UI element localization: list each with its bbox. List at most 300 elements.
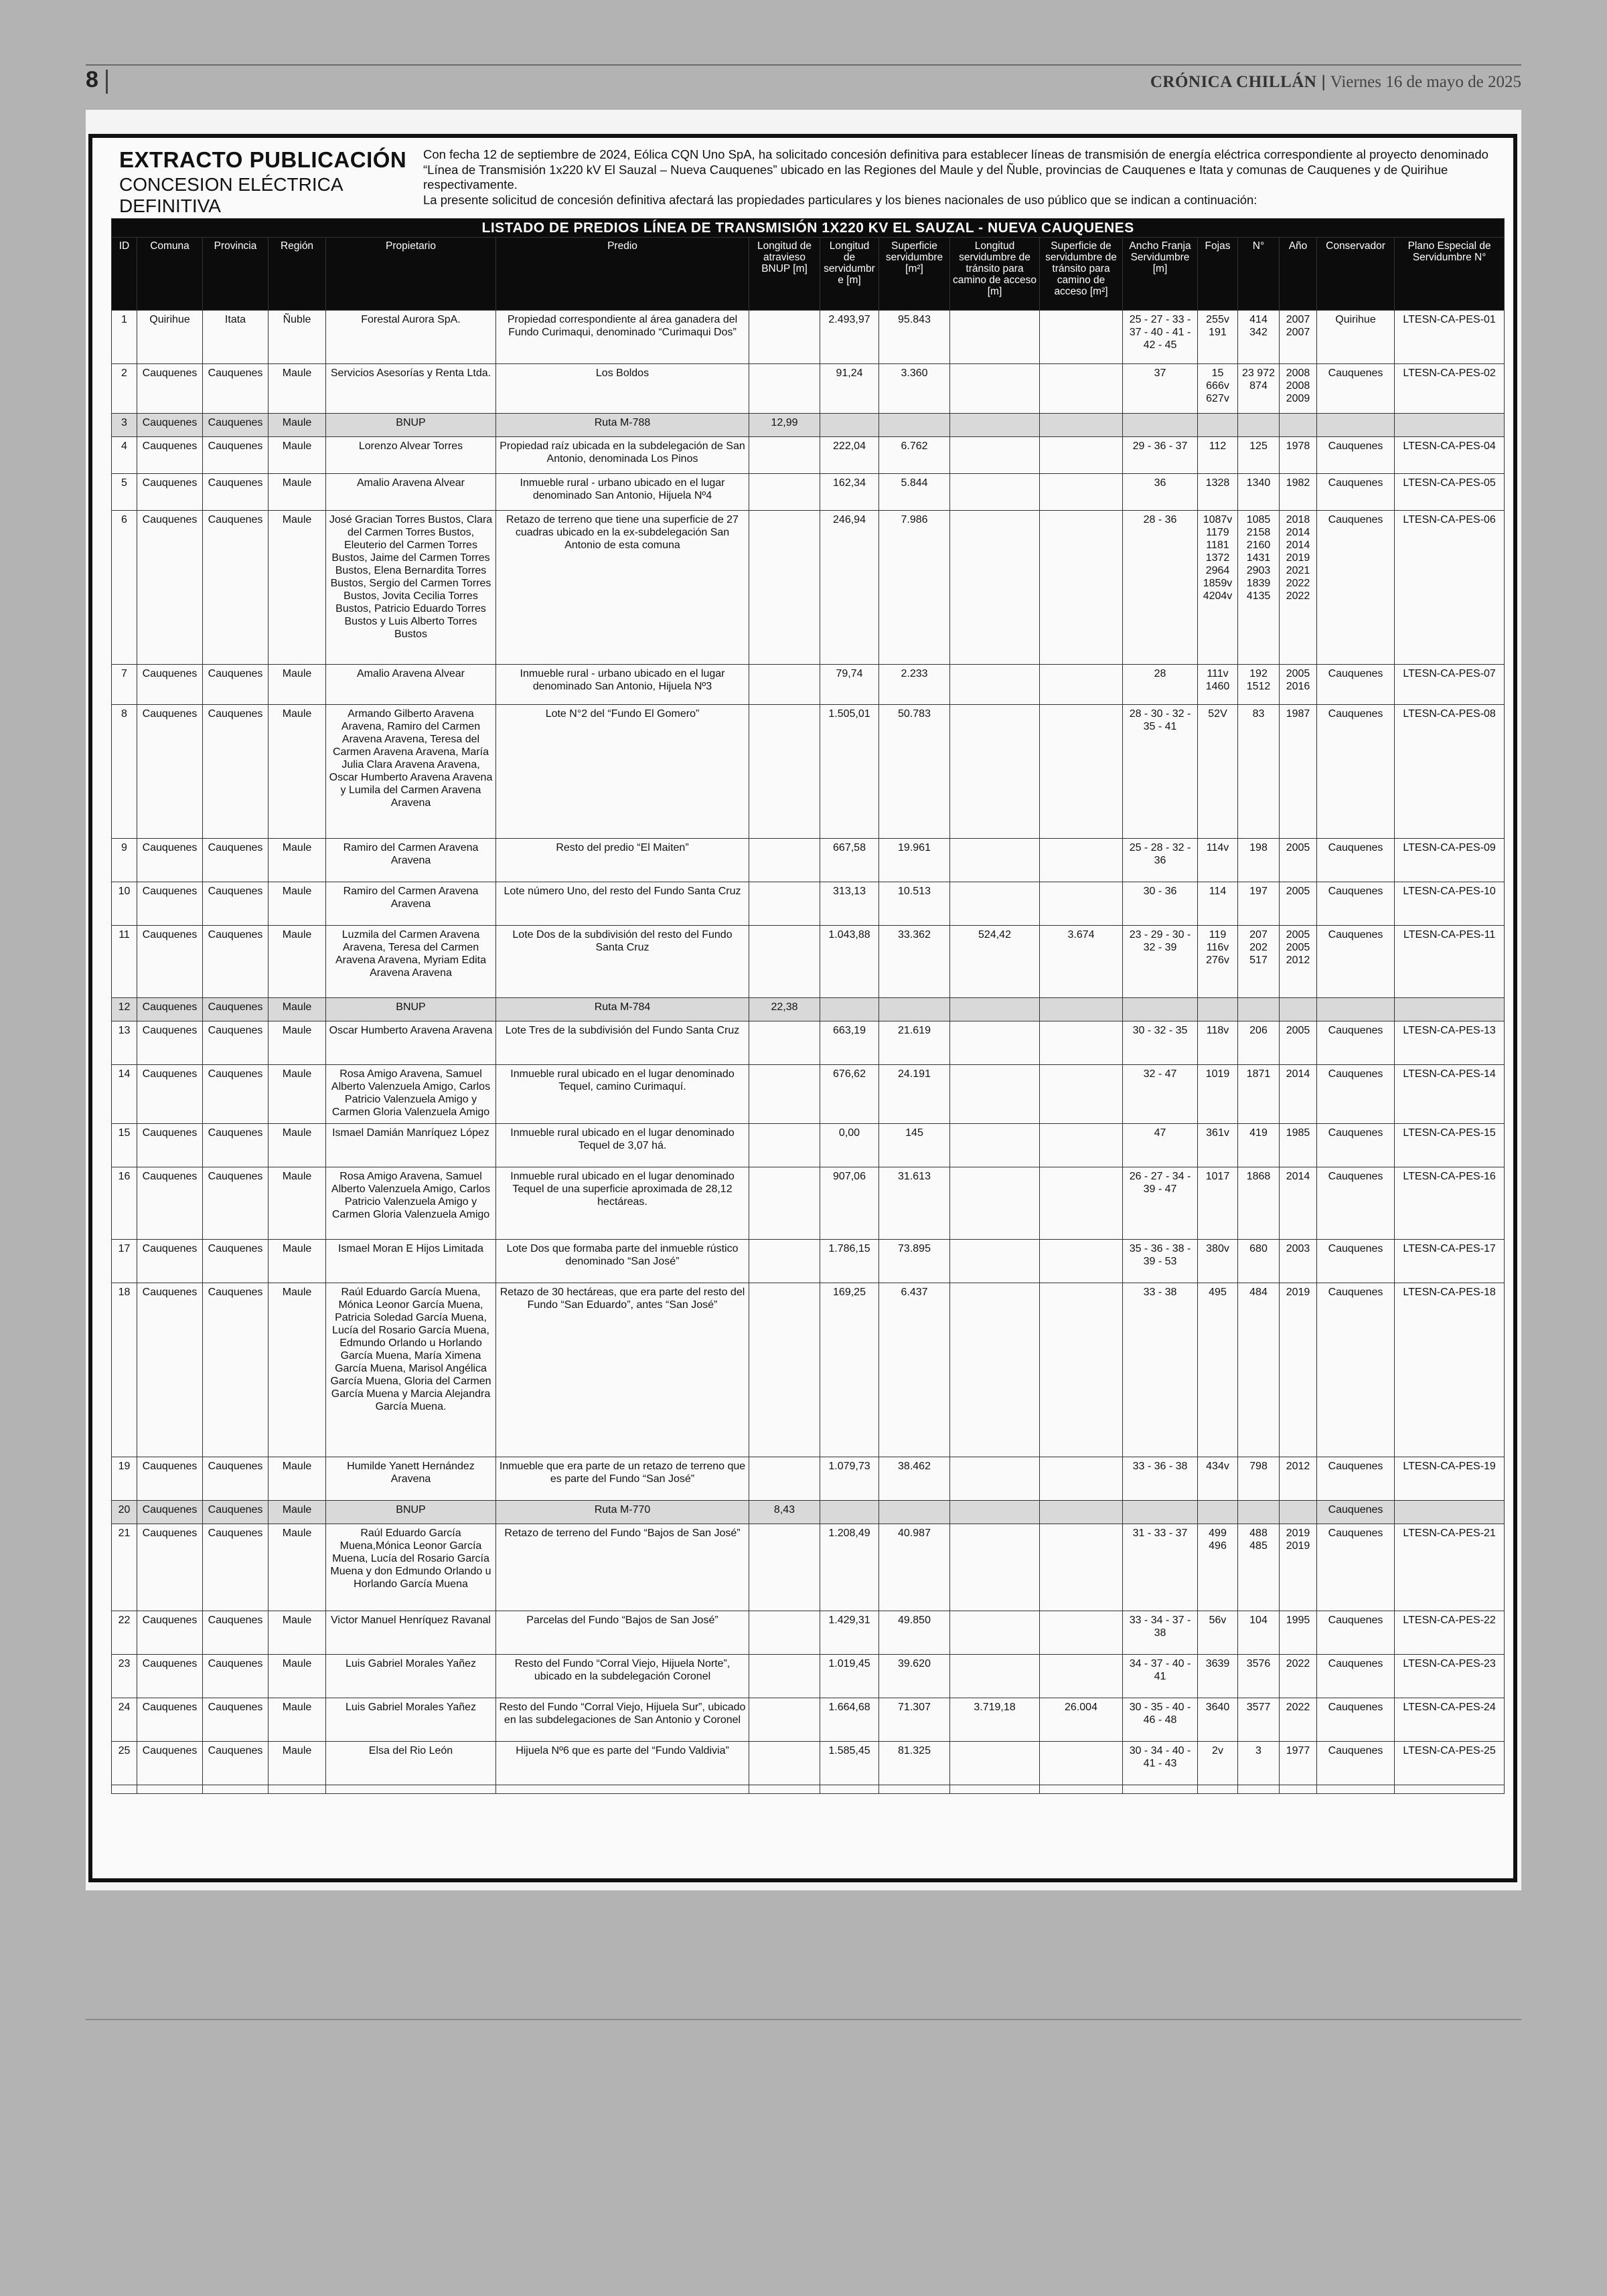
cell-anio: 2003 [1280,1240,1317,1283]
cell-id: 4 [112,437,137,474]
cell-anio: 2014 [1280,1167,1317,1240]
cell-id: 8 [112,705,137,839]
cell-conservador: Quirihue [1317,311,1395,364]
bottom-rule [86,2019,1521,2020]
cell-ancho: 33 - 34 - 37 - 38 [1123,1611,1198,1655]
cell-fojas: 118v [1198,1021,1238,1065]
table-row [112,1283,1505,1457]
cell-provincia: Cauquenes [203,926,269,998]
cell-plano: LTESN-CA-PES-08 [1395,705,1505,839]
cell-ancho: 29 - 36 - 37 [1123,437,1198,474]
cell-numero: 1868 [1238,1167,1280,1240]
cell-provincia: Cauquenes [203,665,269,705]
col-header-long-transito: Longitud servidumbre de tránsito para camino de acceso [m] [950,238,1040,311]
cell-plano: LTESN-CA-PES-14 [1395,1065,1505,1124]
cell-sup-transito: 26.004 [1040,1698,1123,1742]
cell-conservador: Cauquenes [1317,665,1395,705]
table-row [112,1457,1505,1501]
cell-propietario: Rosa Amigo Aravena, Samuel Alberto Valenzuela Amigo, Carlos Patricio Valenzuela Amigo y Carmen Gloria Valenzuela Amigo [326,1065,496,1124]
col-header-comuna: Comuna [137,238,203,311]
cell-plano: LTESN-CA-PES-01 [1395,311,1505,364]
cell-long-transito [950,511,1040,665]
cell-fojas [1198,998,1238,1021]
cell-superficie: 24.191 [879,1065,950,1124]
cell-long-transito [950,1655,1040,1698]
cell-longitud: 222,04 [820,437,879,474]
cell-comuna: Cauquenes [137,1021,203,1065]
empty-cell [1280,1785,1317,1794]
col-header-ancho: Ancho Franja Servidumbre [m] [1123,238,1198,311]
cell-longitud: 1.079,73 [820,1457,879,1501]
newspaper-name: CRÓNICA CHILLÁN [1150,73,1317,91]
cell-predio: Inmueble rural - urbano ubicado en el lugar denominado San Antonio, Hijuela Nº3 [496,665,749,705]
cell-numero: 198 [1238,839,1280,882]
table-row [112,437,1505,474]
cell-plano: LTESN-CA-PES-07 [1395,665,1505,705]
issue-date: Viernes 16 de mayo de 2025 [1330,73,1521,91]
cell-fojas: 3640 [1198,1698,1238,1742]
cell-provincia: Cauquenes [203,414,269,437]
cell-region: Maule [269,1698,326,1742]
cell-anio: 2019 [1280,1283,1317,1457]
cell-propietario: Ramiro del Carmen Aravena Aravena [326,882,496,926]
cell-ancho: 25 - 27 - 33 - 37 - 40 - 41 - 42 - 45 [1123,311,1198,364]
cell-comuna: Cauquenes [137,1611,203,1655]
cell-longitud: 1.585,45 [820,1742,879,1785]
page-number-divider [106,70,108,94]
cell-numero: 125 [1238,437,1280,474]
notice-heading [119,147,414,217]
cell-plano [1395,414,1505,437]
cell-comuna: Cauquenes [137,364,203,414]
cell-fojas: 52V [1198,705,1238,839]
cell-numero: 419 [1238,1124,1280,1167]
cell-comuna: Cauquenes [137,437,203,474]
table-row [112,926,1505,998]
cell-id: 17 [112,1240,137,1283]
table-row [112,1167,1505,1240]
cell-comuna: Cauquenes [137,1167,203,1240]
cell-propietario: BNUP [326,998,496,1021]
cell-predio: Los Boldos [496,364,749,414]
cell-longitud: 667,58 [820,839,879,882]
col-header-superficie: Superficie servidumbre [m²] [879,238,950,311]
cell-predio: Retazo de 30 hectáreas, que era parte del resto del Fundo “San Eduardo”, antes “San José” [496,1283,749,1457]
cell-superficie: 6.762 [879,437,950,474]
cell-provincia: Cauquenes [203,1698,269,1742]
cell-provincia: Cauquenes [203,1501,269,1524]
col-header-plano: Plano Especial de Servidumbre N° [1395,238,1505,311]
cell-provincia: Cauquenes [203,474,269,511]
cell-numero: 3 [1238,1742,1280,1785]
cell-anio [1280,998,1317,1021]
col-header-longitud: Longitud de servidumbre [m] [820,238,879,311]
cell-conservador: Cauquenes [1317,1065,1395,1124]
cell-ancho: 33 - 36 - 38 [1123,1457,1198,1501]
cell-id: 25 [112,1742,137,1785]
cell-numero [1238,998,1280,1021]
cell-sup-transito [1040,998,1123,1021]
notice-title: EXTRACTO PUBLICACIÓN [119,147,407,172]
table-row [112,665,1505,705]
cell-provincia: Cauquenes [203,705,269,839]
cell-superficie: 38.462 [879,1457,950,1501]
cell-sup-transito [1040,1655,1123,1698]
cell-comuna: Cauquenes [137,1501,203,1524]
cell-sup-transito [1040,839,1123,882]
cell-numero: 488 485 [1238,1524,1280,1611]
cell-long-transito [950,1611,1040,1655]
cell-provincia: Cauquenes [203,437,269,474]
table-row [112,474,1505,511]
cell-longitud: 1.786,15 [820,1240,879,1283]
cell-propietario: José Gracian Torres Bustos, Clara del Carmen Torres Bustos, Eleuterio del Carmen Torres Bustos, Jaime del Carmen Torres Bustos, Elena Bernardita Torres Bustos, Sergio del Carmen Torres Bustos, Jovita Cecilia Torres Bustos, Patricio Eduardo Torres Bustos y Luis Alberto Torres Bustos [326,511,496,665]
cell-id: 22 [112,1611,137,1655]
col-header-fojas: Fojas [1198,238,1238,311]
notice-intro [423,147,1508,208]
cell-atravieso [749,364,820,414]
top-rule [86,64,1521,66]
cell-comuna: Cauquenes [137,1524,203,1611]
cell-numero [1238,1501,1280,1524]
cell-long-transito [950,437,1040,474]
cell-superficie: 33.362 [879,926,950,998]
cell-fojas: 114 [1198,882,1238,926]
cell-plano [1395,1501,1505,1524]
cell-longitud: 246,94 [820,511,879,665]
cell-plano: LTESN-CA-PES-05 [1395,474,1505,511]
cell-predio: Lote Dos que formaba parte del inmueble rústico denominado “San José” [496,1240,749,1283]
cell-superficie: 40.987 [879,1524,950,1611]
cell-id: 2 [112,364,137,414]
cell-propietario: Ismael Damián Manríquez López [326,1124,496,1167]
cell-superficie: 73.895 [879,1240,950,1283]
cell-predio: Lote número Uno, del resto del Fundo Santa Cruz [496,882,749,926]
cell-fojas: 1019 [1198,1065,1238,1124]
cell-sup-transito [1040,1240,1123,1283]
cell-numero: 192 1512 [1238,665,1280,705]
table-row [112,364,1505,414]
cell-provincia: Cauquenes [203,1240,269,1283]
cell-atravieso [749,926,820,998]
cell-predio: Resto del Fundo “Corral Viejo, Hijuela Norte”, ubicado en la subdelegación Coronel [496,1655,749,1698]
cell-predio: Ruta M-784 [496,998,749,1021]
cell-longitud: 676,62 [820,1065,879,1124]
cell-predio: Ruta M-770 [496,1501,749,1524]
cell-superficie: 31.613 [879,1167,950,1240]
cell-atravieso [749,1065,820,1124]
cell-anio: 1985 [1280,1124,1317,1167]
empty-cell [1123,1785,1198,1794]
cell-long-transito [950,414,1040,437]
cell-plano: LTESN-CA-PES-21 [1395,1524,1505,1611]
cell-longitud: 2.493,97 [820,311,879,364]
cell-conservador: Cauquenes [1317,474,1395,511]
cell-region: Maule [269,1283,326,1457]
empty-cell [269,1785,326,1794]
cell-propietario: Lorenzo Alvear Torres [326,437,496,474]
cell-predio: Hijuela Nº6 que es parte del “Fundo Valdivia” [496,1742,749,1785]
cell-region: Maule [269,474,326,511]
cell-superficie: 49.850 [879,1611,950,1655]
cell-comuna: Cauquenes [137,474,203,511]
cell-fojas [1198,414,1238,437]
cell-predio: Inmueble rural - urbano ubicado en el lugar denominado San Antonio, Hijuela Nº4 [496,474,749,511]
cell-long-transito: 524,42 [950,926,1040,998]
cell-comuna: Cauquenes [137,665,203,705]
cell-fojas: 380v [1198,1240,1238,1283]
cell-predio: Retazo de terreno del Fundo “Bajos de San José” [496,1524,749,1611]
col-header-sup-transito: Superficie de servidumbre de tránsito para camino de acceso [m²] [1040,238,1123,311]
cell-ancho: 30 - 32 - 35 [1123,1021,1198,1065]
cell-long-transito [950,364,1040,414]
cell-fojas: 1087v 1179 1181 1372 2964 1859v 4204v [1198,511,1238,665]
cell-conservador: Cauquenes [1317,705,1395,839]
empty-cell [326,1785,496,1794]
cell-sup-transito [1040,705,1123,839]
cell-sup-transito [1040,414,1123,437]
cell-atravieso [749,1240,820,1283]
cell-plano: LTESN-CA-PES-25 [1395,1742,1505,1785]
cell-longitud: 663,19 [820,1021,879,1065]
cell-long-transito [950,1240,1040,1283]
cell-fojas: 361v [1198,1124,1238,1167]
cell-long-transito [950,998,1040,1021]
cell-atravieso [749,474,820,511]
cell-atravieso [749,1742,820,1785]
cell-id: 15 [112,1124,137,1167]
table-row [112,1240,1505,1283]
cell-propietario: Armando Gilberto Aravena Aravena, Ramiro del Carmen Aravena Aravena, Teresa del Carmen Aravena Aravena, María Julia Clara Aravena Aravena, Oscar Humberto Aravena Aravena y Lumila del Carmen Aravena Aravena [326,705,496,839]
cell-id: 18 [112,1283,137,1457]
properties-table [111,218,1505,1794]
cell-propietario: Luzmila del Carmen Aravena Aravena, Teresa del Carmen Aravena Aravena, Myriam Edita Aravena Aravena [326,926,496,998]
cell-numero: 1871 [1238,1065,1280,1124]
cell-ancho: 37 [1123,364,1198,414]
empty-cell [1395,1785,1505,1794]
table-row [112,1611,1505,1655]
empty-cell [112,1785,137,1794]
col-header-region: Región [269,238,326,311]
cell-predio: Inmueble rural ubicado en el lugar denominado Tequel de una superficie aproximada de 28,12 hectáreas. [496,1167,749,1240]
cell-numero: 83 [1238,705,1280,839]
cell-id: 21 [112,1524,137,1611]
cell-region: Maule [269,1524,326,1611]
cell-ancho: 26 - 27 - 34 - 39 - 47 [1123,1167,1198,1240]
cell-superficie [879,998,950,1021]
cell-anio: 2008 2008 2009 [1280,364,1317,414]
cell-plano: LTESN-CA-PES-17 [1395,1240,1505,1283]
cell-conservador: Cauquenes [1317,364,1395,414]
cell-sup-transito [1040,1457,1123,1501]
cell-fojas: 434v [1198,1457,1238,1501]
table-row [112,1501,1505,1524]
cell-id: 14 [112,1065,137,1124]
cell-comuna: Cauquenes [137,1065,203,1124]
table-row [112,1124,1505,1167]
cell-numero: 680 [1238,1240,1280,1283]
table-row [112,1021,1505,1065]
cell-comuna: Cauquenes [137,998,203,1021]
cell-fojas: 2v [1198,1742,1238,1785]
cell-fojas: 114v [1198,839,1238,882]
cell-ancho: 30 - 36 [1123,882,1198,926]
cell-conservador: Cauquenes [1317,1124,1395,1167]
table-row [112,511,1505,665]
cell-longitud [820,414,879,437]
cell-sup-transito [1040,1283,1123,1457]
cell-long-transito [950,474,1040,511]
cell-conservador: Cauquenes [1317,1611,1395,1655]
cell-sup-transito [1040,882,1123,926]
cell-conservador: Cauquenes [1317,1698,1395,1742]
cell-propietario: Ismael Moran E Hijos Limitada [326,1240,496,1283]
table-body [112,311,1505,1794]
cell-propietario: Luis Gabriel Morales Yañez [326,1698,496,1742]
cell-atravieso [749,1283,820,1457]
cell-anio: 2022 [1280,1698,1317,1742]
cell-ancho: 47 [1123,1124,1198,1167]
cell-longitud: 169,25 [820,1283,879,1457]
table-row [112,1065,1505,1124]
cell-long-transito [950,705,1040,839]
cell-fojas: 15 666v 627v [1198,364,1238,414]
cell-predio: Lote N°2 del “Fundo El Gomero” [496,705,749,839]
cell-atravieso [749,1611,820,1655]
cell-sup-transito [1040,437,1123,474]
cell-provincia: Cauquenes [203,364,269,414]
cell-anio: 1982 [1280,474,1317,511]
cell-atravieso [749,1124,820,1167]
cell-longitud: 0,00 [820,1124,879,1167]
cell-numero: 484 [1238,1283,1280,1457]
cell-atravieso [749,1655,820,1698]
cell-propietario: Luis Gabriel Morales Yañez [326,1655,496,1698]
cell-atravieso [749,1457,820,1501]
cell-superficie: 3.360 [879,364,950,414]
cell-comuna: Cauquenes [137,705,203,839]
cell-region: Maule [269,1240,326,1283]
cell-predio: Resto del predio “El Maiten” [496,839,749,882]
page-number: 8 [86,67,98,92]
cell-atravieso [749,437,820,474]
cell-provincia: Cauquenes [203,1655,269,1698]
cell-long-transito [950,1524,1040,1611]
cell-anio [1280,1501,1317,1524]
cell-ancho: 28 - 36 [1123,511,1198,665]
col-header-provincia: Provincia [203,238,269,311]
table-row [112,998,1505,1021]
cell-long-transito [950,665,1040,705]
cell-conservador: Cauquenes [1317,1167,1395,1240]
cell-provincia: Cauquenes [203,1283,269,1457]
cell-numero: 1340 [1238,474,1280,511]
cell-sup-transito [1040,511,1123,665]
cell-fojas [1198,1501,1238,1524]
cell-provincia: Cauquenes [203,511,269,665]
cell-long-transito [950,839,1040,882]
cell-conservador: Cauquenes [1317,882,1395,926]
cell-fojas: 1328 [1198,474,1238,511]
table-row [112,705,1505,839]
cell-anio [1280,414,1317,437]
cell-long-transito: 3.719,18 [950,1698,1040,1742]
cell-region: Maule [269,1065,326,1124]
cell-propietario: Victor Manuel Henríquez Ravanal [326,1611,496,1655]
cell-comuna: Cauquenes [137,882,203,926]
cell-plano: LTESN-CA-PES-16 [1395,1167,1505,1240]
cell-id: 10 [112,882,137,926]
cell-plano: LTESN-CA-PES-15 [1395,1124,1505,1167]
cell-id: 7 [112,665,137,705]
cell-sup-transito [1040,1501,1123,1524]
cell-plano: LTESN-CA-PES-23 [1395,1655,1505,1698]
cell-anio: 2005 [1280,882,1317,926]
cell-conservador: Cauquenes [1317,1283,1395,1457]
cell-propietario: Amalio Aravena Alvear [326,665,496,705]
empty-cell [203,1785,269,1794]
cell-predio: Inmueble rural ubicado en el lugar denominado Tequel, camino Curimaquí. [496,1065,749,1124]
cell-anio: 1987 [1280,705,1317,839]
cell-anio: 2012 [1280,1457,1317,1501]
cell-numero: 1085 2158 2160 1431 2903 1839 4135 [1238,511,1280,665]
cell-region: Maule [269,665,326,705]
cell-superficie: 39.620 [879,1655,950,1698]
cell-comuna: Cauquenes [137,1124,203,1167]
cell-conservador: Cauquenes [1317,1742,1395,1785]
cell-id: 12 [112,998,137,1021]
cell-long-transito [950,1501,1040,1524]
cell-ancho: 30 - 35 - 40 - 46 - 48 [1123,1698,1198,1742]
cell-provincia: Cauquenes [203,998,269,1021]
cell-provincia: Cauquenes [203,1457,269,1501]
cell-propietario: Forestal Aurora SpA. [326,311,496,364]
cell-longitud: 907,06 [820,1167,879,1240]
cell-comuna: Cauquenes [137,1742,203,1785]
cell-atravieso [749,705,820,839]
cell-sup-transito [1040,364,1123,414]
cell-comuna: Cauquenes [137,414,203,437]
table-row [112,1524,1505,1611]
cell-conservador: Cauquenes [1317,926,1395,998]
cell-region: Maule [269,511,326,665]
cell-predio: Lote Tres de la subdivisión del Fundo Santa Cruz [496,1021,749,1065]
cell-comuna: Quirihue [137,311,203,364]
cell-ancho: 25 - 28 - 32 - 36 [1123,839,1198,882]
cell-ancho: 23 - 29 - 30 - 32 - 39 [1123,926,1198,998]
cell-long-transito [950,1457,1040,1501]
cell-anio: 2005 [1280,1021,1317,1065]
notice-intro-text-2: La presente solicitud de concesión definitiva afectará las propiedades particulares y los bienes nacionales de uso público que se indican a continuación: [423,192,1257,207]
cell-long-transito [950,1021,1040,1065]
cell-longitud: 1.505,01 [820,705,879,839]
table-banner-row [112,219,1505,238]
cell-anio: 2005 2005 2012 [1280,926,1317,998]
cell-comuna: Cauquenes [137,1655,203,1698]
cell-long-transito [950,1167,1040,1240]
cell-predio: Inmueble rural ubicado en el lugar denominado Tequel de 3,07 há. [496,1124,749,1167]
cell-anio: 2018 2014 2014 2019 2021 2022 2022 [1280,511,1317,665]
cell-provincia: Cauquenes [203,1124,269,1167]
notice-frame [88,134,1517,1882]
table-row [112,1742,1505,1785]
table-row [112,1698,1505,1742]
cell-propietario: Amalio Aravena Alvear [326,474,496,511]
cell-long-transito [950,311,1040,364]
cell-conservador: Cauquenes [1317,1457,1395,1501]
cell-anio: 2005 [1280,839,1317,882]
cell-anio: 1995 [1280,1611,1317,1655]
